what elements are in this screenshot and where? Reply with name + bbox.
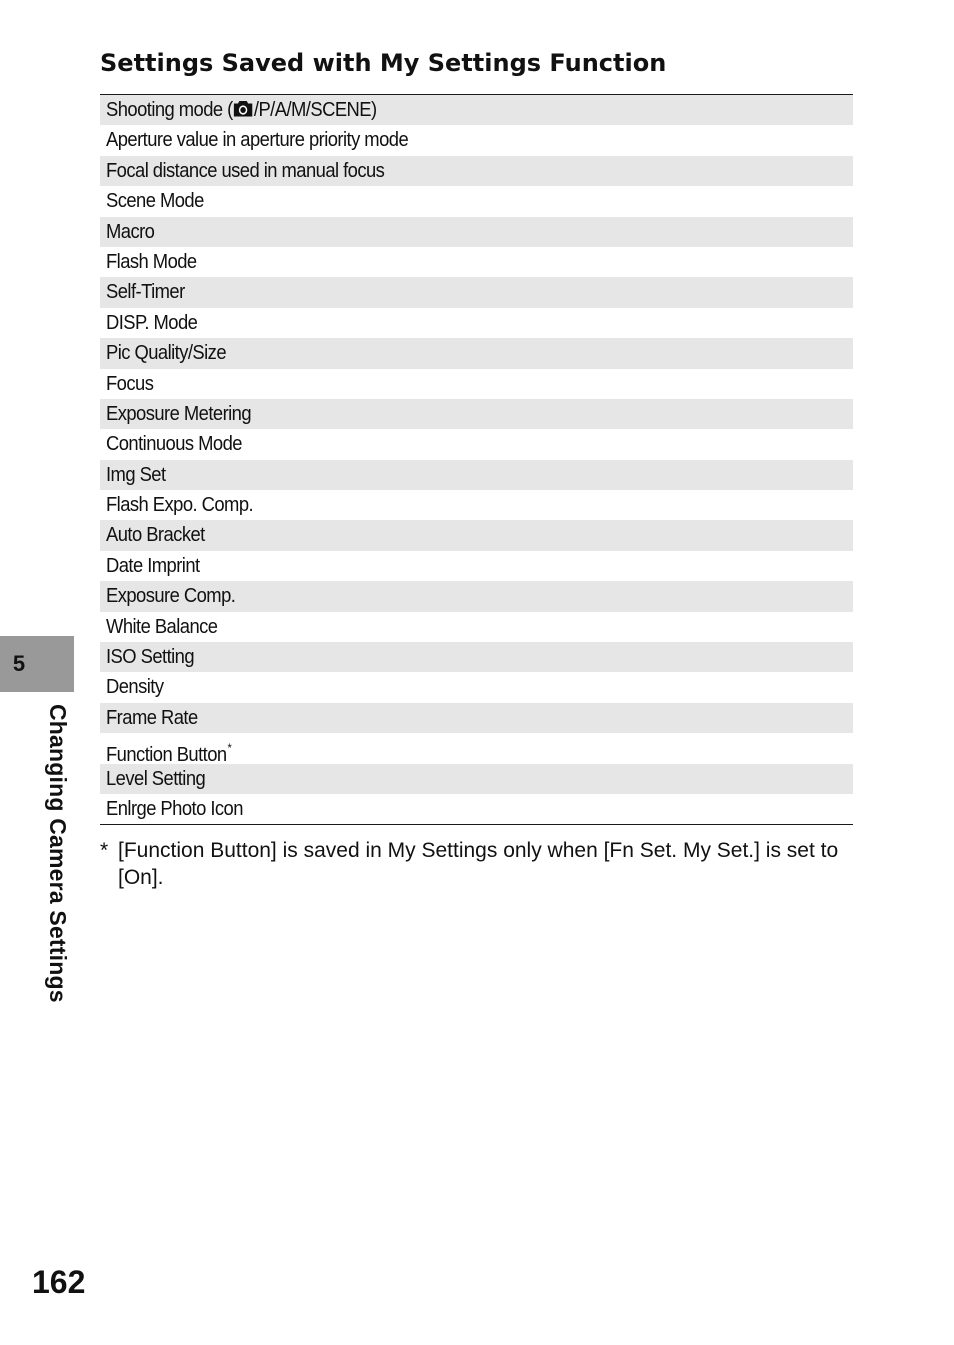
row-label: Flash Expo. Comp. [106, 494, 254, 517]
table-row [100, 429, 853, 459]
section-title: Settings Saved with My Settings Function [100, 49, 667, 77]
table-row [100, 520, 853, 550]
row-label: Focus [106, 372, 154, 395]
row-label: DISP. Mode [106, 311, 198, 334]
chapter-number: 5 [12, 651, 26, 676]
row-label [106, 95, 377, 125]
table-row [100, 733, 853, 767]
footnote-mark: * [227, 741, 232, 756]
row-label: Aperture value in aperture priority mode [106, 129, 409, 152]
row-label-prefix: Shooting mode ( [106, 99, 233, 121]
table-row [100, 186, 853, 216]
row-label: Enlrge Photo Icon [106, 797, 243, 820]
table-row [100, 156, 853, 186]
table-row [100, 95, 853, 125]
table-row [100, 338, 853, 368]
table-row [100, 308, 853, 338]
row-label: Density [106, 676, 164, 699]
row-label: Focal distance used in manual focus [106, 159, 385, 182]
table-row [100, 399, 853, 429]
table-row [100, 217, 853, 247]
row-label: Scene Mode [106, 190, 204, 213]
settings-table [100, 94, 853, 825]
row-label: White Balance [106, 615, 218, 638]
table-row [100, 247, 853, 277]
footnote [100, 837, 860, 891]
chapter-tab [0, 636, 74, 692]
chapter-title: Changing Camera Settings [45, 704, 71, 1003]
table-row [100, 490, 853, 520]
row-label-suffix: /P/A/M/SCENE) [253, 99, 377, 121]
row-label: Pic Quality/Size [106, 342, 227, 365]
table-row [100, 125, 853, 155]
table-row [100, 460, 853, 490]
row-label: Img Set [106, 463, 166, 486]
row-label: Continuous Mode [106, 433, 242, 456]
table-row [100, 612, 853, 642]
table-row [100, 672, 853, 702]
row-label: ISO Setting [106, 646, 195, 669]
table-row [100, 581, 853, 611]
table-row [100, 277, 853, 307]
camera-icon [233, 100, 253, 117]
row-label: Exposure Comp. [106, 585, 236, 608]
row-label: Level Setting [106, 767, 206, 790]
row-label: Flash Mode [106, 250, 197, 273]
row-label: Self-Timer [106, 281, 185, 304]
row-label: Exposure Metering [106, 402, 252, 425]
page-number: 162 [32, 1264, 86, 1300]
footnote-text: [Function Button] is saved in My Settings only when [Fn Set. My Set.] is set to [On]. [118, 839, 839, 889]
table-row [100, 642, 853, 672]
row-label: Frame Rate [106, 706, 198, 729]
table-row [100, 369, 853, 399]
function-button-label: Function Button [106, 744, 227, 767]
table-row [100, 794, 853, 824]
table-row [100, 551, 853, 581]
row-label: Macro [106, 220, 155, 243]
row-label: Date Imprint [106, 554, 200, 577]
row-label: Auto Bracket [106, 524, 205, 547]
table-row [100, 703, 853, 733]
footnote-asterisk: * [100, 839, 109, 862]
